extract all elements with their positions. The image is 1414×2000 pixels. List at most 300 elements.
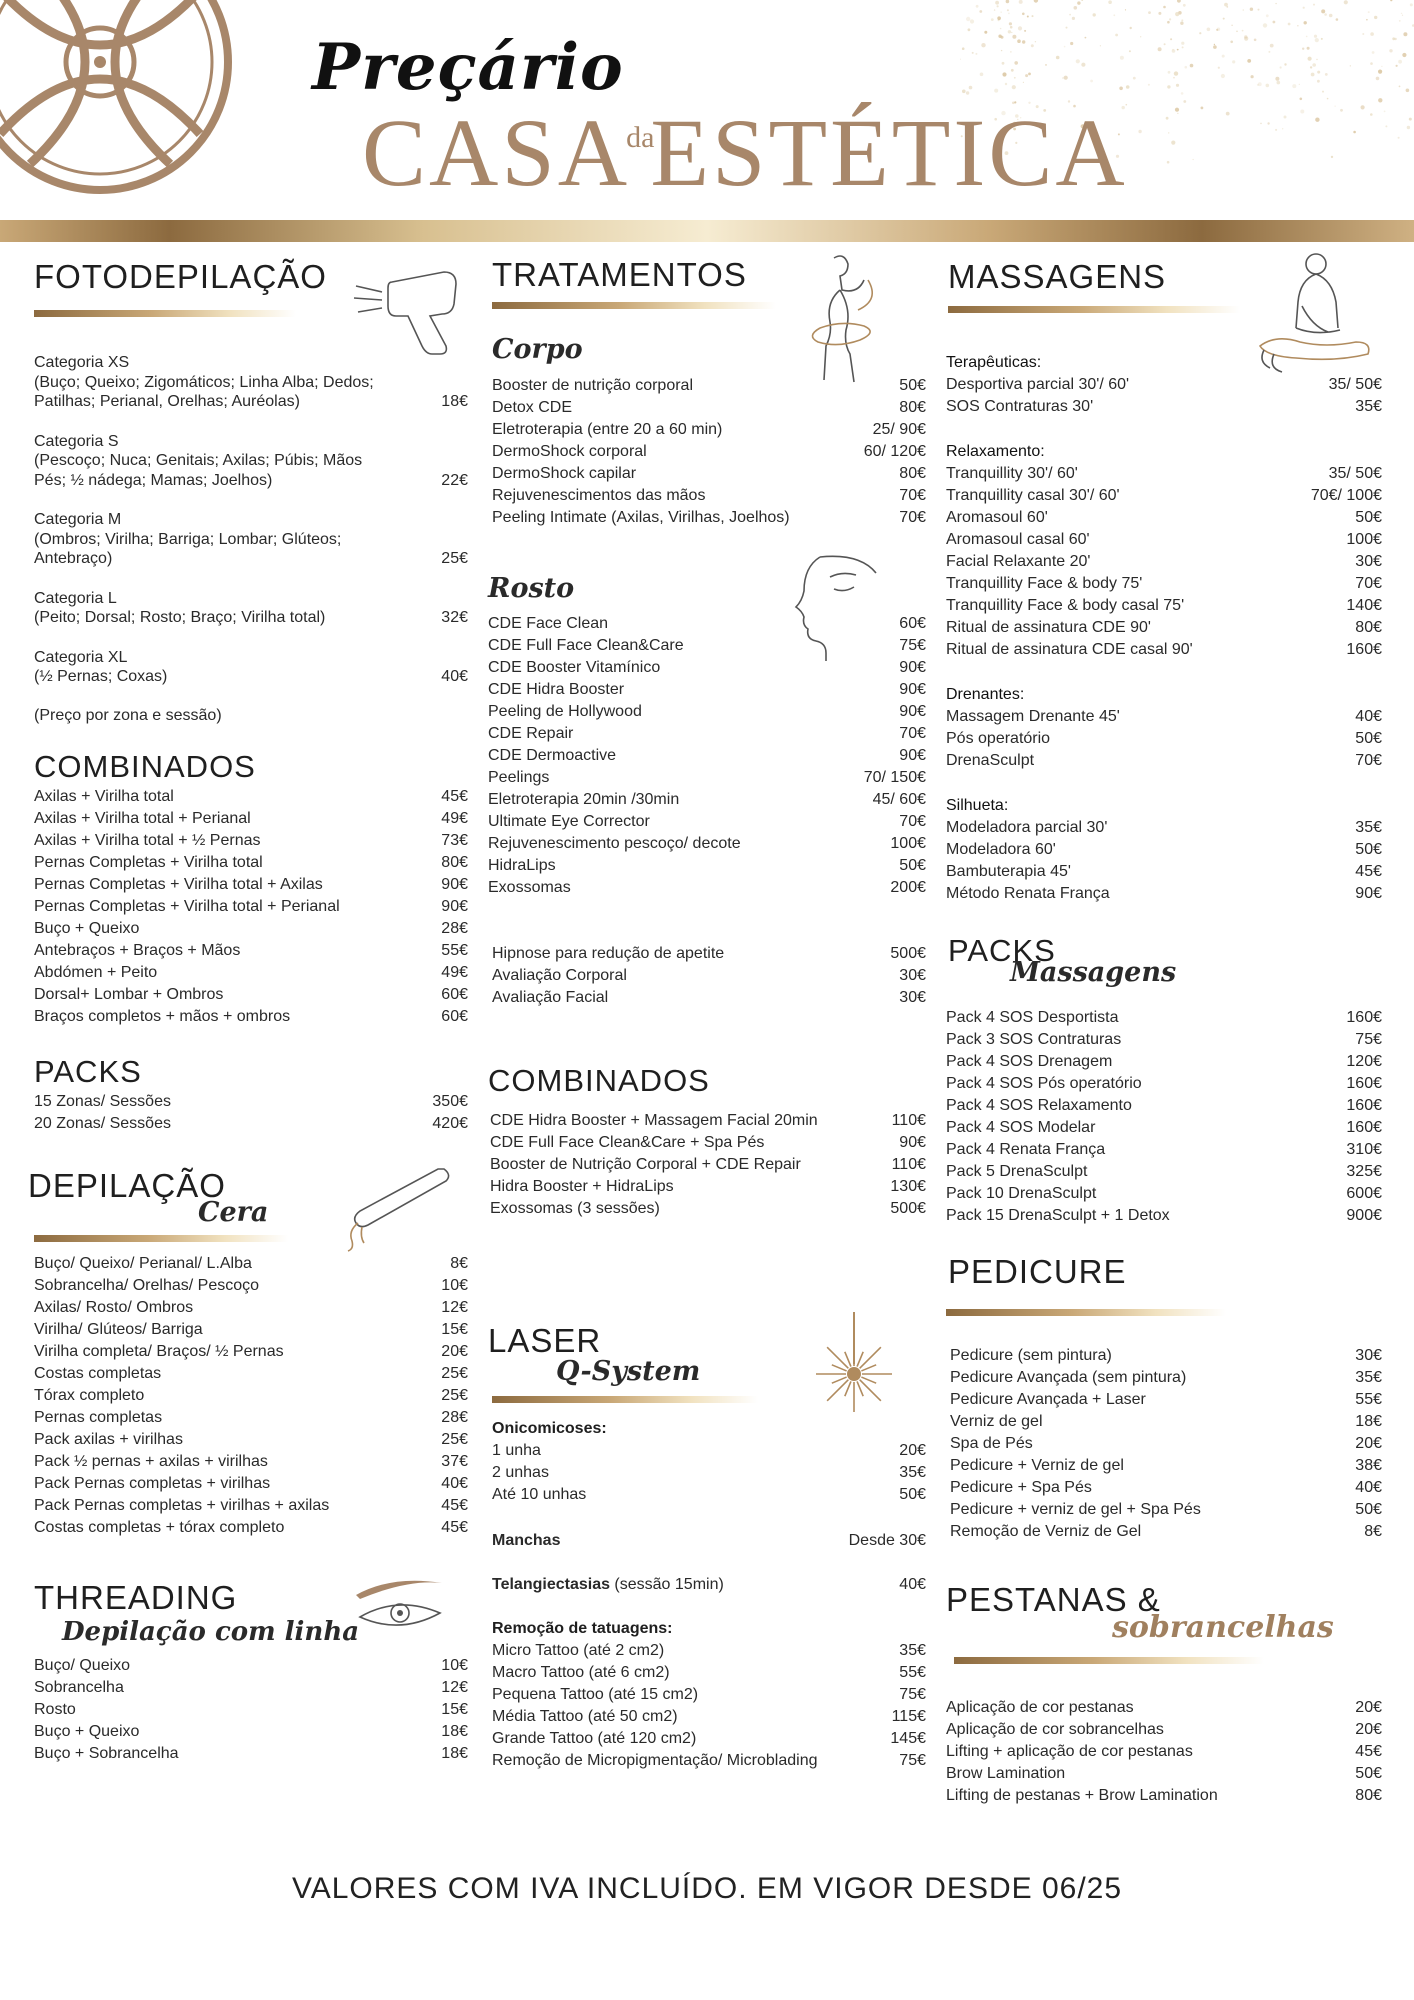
list-item [950,1499,1382,1521]
gold-divider [34,1235,288,1242]
silhueta-group [946,795,1382,905]
item-name: Peeling de Hollywood [488,703,642,720]
drenantes-list [946,706,1382,772]
list-item [492,485,926,507]
item-price: 70€ [1355,752,1382,769]
relaxamento-title: Relaxamento: [946,443,1045,460]
item-price: 28€ [441,919,468,937]
list-item [492,1728,926,1750]
category-price: 40€ [441,668,468,685]
category-row [34,667,468,687]
item-name: Pack 4 SOS Desportista [946,1009,1119,1026]
item-price: 50€ [1355,730,1382,747]
item-price: 30€ [1355,553,1382,570]
item-price: 80€ [899,399,926,416]
item-price: 38€ [1355,1457,1382,1474]
list-item [492,463,926,485]
laser-content [492,1418,926,1772]
list-item [946,728,1382,750]
item-price: 20€ [899,1442,926,1459]
item-name: Pack 5 DrenaSculpt [946,1163,1088,1180]
brand-name [362,99,1128,206]
list-item [34,1655,468,1677]
category-desc: (Buço; Queixo; Zigomáticos; Linha Alba; Dedos; [34,373,374,391]
item-price: 90€ [899,659,926,676]
laser-subtitle: Q-System [556,1356,701,1387]
list-item [492,1750,926,1772]
fotodepilacao-categories [34,353,468,687]
item-price: 900€ [1346,1207,1382,1224]
item-price: 30€ [1355,1347,1382,1364]
category-block [34,589,468,628]
terapeuticas-title: Terapêuticas: [946,354,1042,371]
item-price: 90€ [1355,885,1382,902]
item-name: Pedicure + Spa Pés [950,1479,1092,1496]
item-price: 350€ [432,1092,468,1110]
item-price: 50€ [1355,841,1382,858]
list-item [34,1385,468,1407]
category-row [34,549,468,569]
item-name: Aplicação de cor pestanas [946,1699,1134,1716]
item-price: 15€ [441,1320,468,1338]
item-name: DermoShock capilar [492,465,637,482]
item-name: Pós operatório [946,730,1051,747]
list-item [34,1473,468,1495]
category-desc: (Ombros; Virilha; Barriga; Lombar; Glúteos; [34,530,342,548]
item-name: CDE Full Face Clean&Care [488,637,684,654]
item-price: 80€ [899,465,926,482]
list-item [488,877,926,899]
onicomicoses-title: Onicomicoses: [492,1420,607,1437]
list-item [34,1113,468,1135]
list-item [488,811,926,833]
item-name: Buço + Sobrancelha [34,1744,179,1762]
list-item [34,940,468,962]
item-name: Virilha completa/ Braços/ ½ Pernas [34,1342,284,1360]
list-item [492,419,926,441]
item-name: Buço + Queixo [34,1722,140,1740]
item-price: 25€ [441,1364,468,1382]
item-price: 90€ [899,1134,926,1151]
item-price: 80€ [1355,1787,1382,1804]
drenantes-title: Drenantes: [946,686,1025,703]
list-item [490,1198,926,1220]
category-name: Categoria L [34,589,117,607]
item-name: Até 10 unhas [492,1486,587,1503]
face-profile-icon [790,553,886,663]
item-name: Abdómen + Peito [34,963,158,981]
item-name: Rejuvenescimentos das mãos [492,487,706,504]
list-item [34,984,468,1006]
list-item [950,1521,1382,1543]
item-price: 90€ [899,747,926,764]
category-name: Categoria M [34,511,122,528]
item-name: Brow Lamination [946,1765,1066,1782]
list-item [34,808,468,830]
list-item [946,706,1382,728]
item-price: 35€ [1355,398,1382,415]
item-price: 75€ [899,637,926,654]
list-item [488,855,926,877]
list-item [490,1176,926,1198]
item-price: 25€ [441,1386,468,1404]
eye-brow-icon [352,1573,448,1635]
list-item [492,943,926,965]
brand-left: CASA [362,99,631,206]
item-price: 70/ 150€ [863,769,926,786]
item-price: 140€ [1346,597,1382,614]
item-name: Macro Tattoo (até 6 cm2) [492,1664,670,1681]
telangiectasias-price: 40€ [899,1576,926,1593]
list-item [492,1662,926,1684]
item-price: 110€ [891,1112,926,1129]
pestanas-list [946,1697,1382,1807]
rosto-header [488,553,926,609]
item-price: 45€ [441,787,468,805]
item-name: Pack ½ pernas + axilas + virilhas [34,1452,268,1470]
list-item [34,1341,468,1363]
item-name: Ritual de assinatura CDE 90' [946,619,1151,636]
item-name: Rejuvenescimento pescoço/ decote [488,835,741,852]
fotodepilacao-title: FOTODEPILAÇÃO [34,258,327,295]
item-price: 60€ [441,1007,468,1025]
item-price: 15€ [441,1700,468,1718]
item-price: 145€ [890,1730,926,1747]
category-name: Categoria S [34,432,119,450]
item-name: 1 unha [492,1442,541,1459]
massagens-title: MASSAGENS [948,258,1167,295]
item-price: 160€ [1346,1119,1382,1136]
drenantes-group [946,684,1382,772]
packs-massagens-header [946,935,1382,1005]
item-name: Pack axilas + virilhas [34,1430,183,1448]
item-price: 75€ [899,1752,926,1769]
item-name: Avaliação Corporal [492,967,627,984]
item-price: 500€ [890,1200,926,1217]
item-price: 55€ [1355,1391,1382,1408]
item-price: 60€ [899,615,926,632]
item-name: Axilas/ Rosto/ Ombros [34,1298,194,1316]
item-price: 160€ [1346,1075,1382,1092]
list-item [492,987,926,1009]
item-price: 120€ [1346,1053,1382,1070]
item-price: 35/ 50€ [1328,376,1382,393]
item-name: 20 Zonas/ Sessões [34,1114,171,1132]
combinados-middle-list [490,1110,926,1220]
item-name: Pedicure Avançada (sem pintura) [950,1369,1187,1386]
item-name: Tranquillity casal 30'/ 60' [946,487,1120,504]
list-item [34,1363,468,1385]
list-item [34,1721,468,1743]
category-price: 32€ [441,609,468,626]
list-item [946,507,1382,529]
list-item [950,1367,1382,1389]
item-name: Aromasoul casal 60' [946,531,1090,548]
body-silhouette-icon [798,250,888,390]
item-name: Modeladora 60' [946,841,1056,858]
massage-icon [1256,250,1376,380]
threading-subtitle: Depilação com linha [62,1616,360,1647]
item-name: CDE Repair [488,725,574,742]
category-block [34,510,468,569]
list-item [950,1345,1382,1367]
list-item [492,1640,926,1662]
item-price: 35€ [899,1642,926,1659]
item-name: Exossomas (3 sessões) [490,1200,660,1217]
item-name: Pernas Completas + Virilha total + Axilas [34,875,323,893]
item-price: 10€ [441,1276,468,1294]
item-name: Hipnose para redução de apetite [492,945,725,962]
item-name: DermoShock corporal [492,443,647,460]
item-name: CDE Face Clean [488,615,609,632]
item-name: Axilas + Virilha total [34,787,174,805]
item-name: Pack Pernas completas + virilhas [34,1474,271,1492]
list-item [34,1297,468,1319]
item-name: Média Tattoo (até 50 cm2) [492,1708,678,1725]
list-item [492,1462,926,1484]
list-item [34,852,468,874]
item-name: Sobrancelha/ Orelhas/ Pescoço [34,1276,260,1294]
list-item [34,1699,468,1721]
item-name: Buço + Queixo [34,919,140,937]
column-right [946,250,1382,1807]
list-item [492,965,926,987]
item-name: Tranquillity Face & body 75' [946,575,1143,592]
item-name: CDE Dermoactive [488,747,617,764]
item-price: 75€ [899,1686,926,1703]
item-price: 37€ [441,1452,468,1470]
list-item [34,786,468,808]
category-desc: Pés; ½ nádega; Mamas; Joelhos) [34,471,273,489]
header-gold-band [0,220,1414,242]
item-name: Detox CDE [492,399,573,416]
item-name: Virilha/ Glúteos/ Barriga [34,1320,203,1338]
item-name: Tórax completo [34,1386,145,1404]
gold-divider [948,306,1240,313]
item-price: 25/ 90€ [872,421,926,438]
list-item [946,485,1382,507]
item-name: Eletroterapia (entre 20 a 60 min) [492,421,723,438]
item-price: 45€ [441,1518,468,1536]
category-price: 22€ [441,471,468,489]
item-name: Pack 4 SOS Drenagem [946,1053,1113,1070]
tratamentos-header [488,250,926,322]
manchas-price: Desde 30€ [848,1532,926,1549]
item-price: 70€ [899,813,926,830]
item-price: 70€ [899,509,926,526]
item-price: 310€ [1346,1141,1382,1158]
item-name: Pedicure + Verniz de gel [950,1457,1124,1474]
item-name: Pernas Completas + Virilha total + Perianal [34,897,340,915]
list-item [34,1091,468,1113]
list-item [946,1161,1382,1183]
packs-left-title: PACKS [34,1053,142,1089]
item-price: 40€ [1355,708,1382,725]
item-name: Pack 15 DrenaSculpt + 1 Detox [946,1207,1170,1224]
item-name: Peelings [488,769,550,786]
item-price: 70€ [899,487,926,504]
list-item [492,1684,926,1706]
item-name: Axilas + Virilha total + Perianal [34,809,251,827]
item-name: Pequena Tattoo (até 15 cm2) [492,1686,699,1703]
category-name: Categoria XL [34,648,128,666]
list-item [946,861,1382,883]
item-price: 49€ [441,963,468,981]
item-name: CDE Booster Vitamínico [488,659,661,676]
pestanas-title: PESTANAS & [946,1581,1161,1618]
list-item [34,1451,468,1473]
list-item [946,1029,1382,1051]
pestanas-subtitle: sobrancelhas [1112,1610,1334,1645]
gold-divider [954,1657,1264,1664]
category-desc: Antebraço) [34,550,113,567]
list-item [34,1319,468,1341]
list-item [946,1763,1382,1785]
category-desc: (Peito; Dorsal; Rosto; Braço; Virilha total) [34,609,326,626]
massagens-header [946,250,1382,340]
list-item [946,750,1382,772]
rosto-title: Rosto [488,573,575,604]
tratamentos-extra-list [492,943,926,1009]
item-name: Facial Relaxante 20' [946,553,1091,570]
item-price: 80€ [441,853,468,871]
item-name: Tranquillity Face & body casal 75' [946,597,1185,614]
list-item [34,1495,468,1517]
item-name: HidraLips [488,857,556,874]
item-name: 15 Zonas/ Sessões [34,1092,171,1110]
item-price: 20€ [1355,1435,1382,1452]
item-name: Pedicure Avançada + Laser [950,1391,1146,1408]
item-name: Eletroterapia 20min /30min [488,791,680,808]
item-price: 50€ [899,857,926,874]
list-item [946,463,1382,485]
item-name: DrenaSculpt [946,752,1035,769]
list-item [492,1706,926,1728]
item-price: 500€ [890,945,926,962]
list-item [488,833,926,855]
list-item [492,441,926,463]
category-name: Categoria XS [34,354,130,371]
item-name: Rosto [34,1700,76,1718]
category-row [34,471,468,491]
item-price: 100€ [890,835,926,852]
depilacao-list [34,1253,468,1539]
item-name: Pack 3 SOS Contraturas [946,1031,1122,1048]
threading-title: THREADING [34,1578,238,1616]
category-desc: (Pescoço; Nuca; Genitais; Axilas; Púbis; Mãos [34,452,363,469]
item-name: Pedicure (sem pintura) [950,1347,1112,1364]
list-item [950,1433,1382,1455]
item-name: Pack 4 SOS Pós operatório [946,1075,1142,1092]
list-item [950,1411,1382,1433]
item-price: 28€ [441,1408,468,1426]
list-item [490,1110,926,1132]
depilacao-title: DEPILAÇÃO [28,1166,226,1204]
fotodepilacao-header [34,250,468,335]
list-item [490,1132,926,1154]
item-name: Remoção de Verniz de Gel [950,1523,1142,1540]
item-price: 30€ [899,967,926,984]
corpo-title: Corpo [492,334,583,365]
item-price: 35€ [1355,1369,1382,1386]
category-price: 25€ [441,550,468,567]
item-price: 90€ [899,703,926,720]
item-name: Lifting de pestanas + Brow Lamination [946,1787,1218,1804]
list-item [946,573,1382,595]
item-price: 420€ [432,1114,468,1132]
item-price: 30€ [899,989,926,1006]
category-block [34,648,468,687]
item-name: Pack 4 SOS Relaxamento [946,1097,1132,1114]
item-name: Buço/ Queixo/ Perianal/ L.Alba [34,1254,252,1272]
combinados-middle-title: COMBINADOS [488,1063,710,1098]
category-row [34,392,468,412]
telangiectasias-name: Telangiectasias [492,1576,610,1593]
item-name: CDE Hidra Booster + Massagem Facial 20min [490,1112,818,1129]
list-item [946,1785,1382,1807]
item-price: 20€ [1355,1699,1382,1716]
packs-massagens-title: PACKS [948,933,1056,968]
item-name: Bambuterapia 45' [946,863,1071,880]
category-block [34,353,468,412]
item-name: Antebraços + Braços + Mãos [34,941,241,959]
pedicure-title: PEDICURE [948,1253,1127,1290]
depilacao-subtitle: Cera [198,1196,269,1228]
list-item [946,817,1382,839]
item-name: Ritual de assinatura CDE casal 90' [946,641,1193,658]
list-item [488,679,926,701]
column-middle [488,250,926,1772]
item-price: 75€ [1355,1031,1382,1048]
list-item [950,1455,1382,1477]
pedicure-list [950,1345,1382,1543]
item-name: Desportiva parcial 30'/ 60' [946,376,1130,393]
item-price: 70€ [1355,575,1382,592]
list-item [34,1006,468,1028]
item-name: Braços completos + mãos + ombros [34,1007,291,1025]
tatuagens-list [492,1640,926,1772]
item-price: 40€ [1355,1479,1382,1496]
item-price: 110€ [891,1156,926,1173]
list-item [34,918,468,940]
item-price: 18€ [441,1722,468,1740]
item-price: 50€ [1355,1501,1382,1518]
list-item [34,1253,468,1275]
item-name: Pack Pernas completas + virilhas + axilas [34,1496,330,1514]
manchas-name: Manchas [492,1532,561,1549]
item-price: 18€ [441,1744,468,1762]
item-price: 12€ [441,1678,468,1696]
combinados-left-list [34,786,468,1028]
item-price: 45/ 60€ [872,791,926,808]
combinados-left-title: COMBINADOS [34,748,256,784]
packs-left-list [34,1091,468,1135]
item-name: Spa de Pés [950,1435,1033,1452]
item-name: Sobrancelha [34,1678,124,1696]
list-item [34,1275,468,1297]
item-name: Costas completas [34,1364,162,1382]
item-name: Grande Tattoo (até 120 cm2) [492,1730,697,1747]
list-item [34,1743,468,1765]
item-name: Remoção de Micropigmentação/ Microblading [492,1752,818,1769]
logo-mandala [0,0,240,195]
item-name: Buço/ Queixo [34,1656,131,1674]
laser-header [488,1312,926,1408]
item-price: 55€ [899,1664,926,1681]
laser-burst-icon [804,1312,904,1424]
brand-right: ESTÉTICA [650,99,1128,206]
item-price: 35€ [899,1464,926,1481]
